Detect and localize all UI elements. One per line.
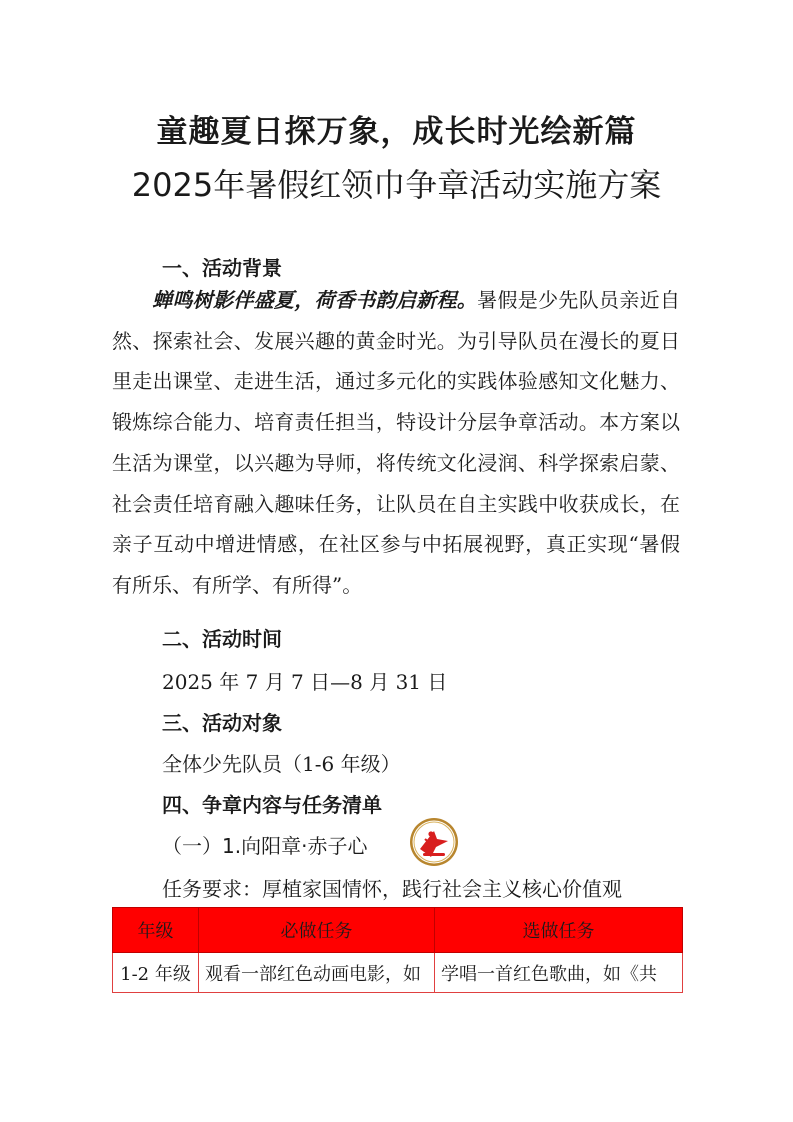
badge-subheading: （一）1.向阳章·赤子心	[162, 834, 368, 858]
red-scarf-badge-icon	[409, 817, 459, 867]
cell-required-task: 观看一部红色动画电影，如	[199, 953, 435, 993]
column-header-grade: 年级	[113, 908, 199, 953]
column-header-required: 必做任务	[199, 908, 435, 953]
column-header-optional: 选做任务	[435, 908, 683, 953]
page-title: 童趣夏日探万象，成长时光绘新篇	[156, 114, 637, 150]
background-body: 暑假是少先队员亲近自然、探索社会、发展兴趣的黄金时光。为引导队员在漫长的夏日里走出课堂、走进生活，通过多元化的实践体验感知文化魅力、锻炼综合能力、培育责任担当，特设计分层争章活动。本方案以生活为课堂，以兴趣为导师，将传统文化浸润、科学探索启蒙、社会责任培育融入趣味任务，让队员在自主实践中收获成长，在亲子互动中增进情感，在社区参与中拓展视野，真正实现“暑假有所乐、有所学、有所得”。	[112, 288, 681, 597]
background-lead: 蝉鸣树影伴盛夏，荷香书韵启新程。	[152, 288, 478, 312]
cell-grade: 1-2 年级	[113, 953, 199, 993]
table-header-row	[113, 908, 683, 953]
heading-content: 四、争章内容与任务清单	[162, 793, 382, 817]
cell-optional-task: 学唱一首红色歌曲，如《共	[435, 953, 683, 993]
heading-time: 二、活动时间	[162, 627, 282, 651]
task-table	[112, 907, 683, 993]
task-requirement: 任务要求：厚植家国情怀，践行社会主义核心价值观	[162, 877, 622, 901]
background-paragraph	[112, 280, 680, 606]
table-row	[113, 953, 683, 993]
activity-target: 全体少先队员（1-6 年级）	[162, 752, 401, 776]
activity-time: 2025 年 7 月 7 日—8 月 31 日	[162, 670, 448, 694]
heading-background: 一、活动背景	[162, 256, 282, 280]
page-subtitle: 2025年暑假红领巾争章活动实施方案	[131, 166, 662, 204]
heading-target: 三、活动对象	[162, 711, 282, 735]
